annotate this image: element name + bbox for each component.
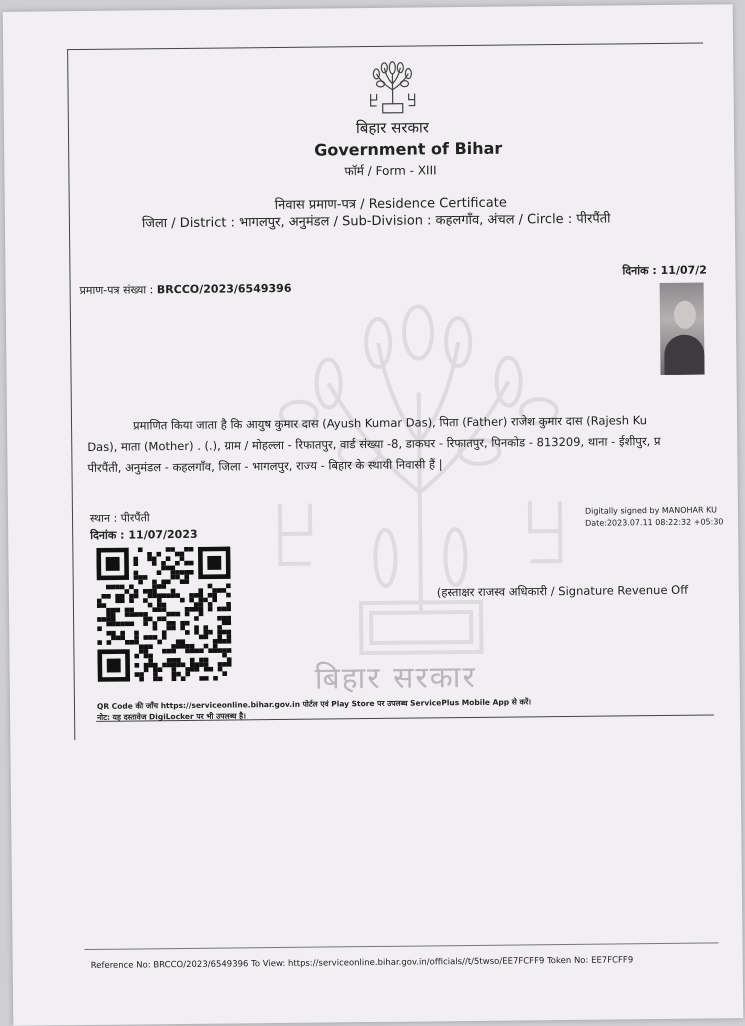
qr-code <box>96 546 231 681</box>
photo-face <box>674 301 696 329</box>
signature-label <box>437 583 688 601</box>
digital-signature <box>585 504 724 529</box>
certificate-title: निवास प्रमाण-पत्र / Residence Certificate <box>275 193 507 213</box>
applicant-photo <box>660 283 705 375</box>
bihar-emblem-icon <box>366 60 419 117</box>
state-name-hindi: बिहार सरकार <box>356 117 429 138</box>
digital-signature-line-2: Date:2023.07.11 08:22:32 +05:30 <box>585 516 724 529</box>
issue-place: स्थान : पीरपैंती <box>90 510 150 526</box>
certificate-body <box>87 409 710 479</box>
certificate-page <box>3 4 744 1026</box>
certificate-number-value: BRCCO/2023/6549396 <box>157 282 292 296</box>
footer-reference: Reference No: BRCCO/2023/6549396 To View: https://serviceonline.bihar.gov.in/officials//t/5twso/EE7FCFF9 Token No: EE7FCFF9 <box>91 955 634 971</box>
certificate-number-label: प्रमाण-पत्र संख्या : <box>80 283 157 297</box>
photo-body <box>664 335 704 375</box>
issue-date: दिनांक : 11/07/2023 <box>90 527 198 543</box>
signature-label-text: (हस्ताक्षर राजस्व अधिकारी / Signature Revenue Off <box>437 583 688 600</box>
body-line-1: प्रमाणित किया जाता है कि आयुष कुमार दास (Ayush Kumar Das), पिता (Father) राजेश कुमार दास (Rajesh Ku <box>87 409 709 437</box>
state-name-english: Government of Bihar <box>314 139 502 160</box>
qr-note <box>97 696 531 723</box>
certificate-date-top: दिनांक : 11/07/2 <box>622 262 707 278</box>
digital-signature-line-1: Digitally signed by MANOHAR KU <box>585 504 724 517</box>
body-line-3: पीरपैंती, अनुमंडल - कहलगाँव, जिला - भागलपुर, राज्य - बिहार के स्थायी निवासी हैं | <box>87 451 709 479</box>
footer-rule <box>85 942 719 950</box>
form-number: फॉर्म / Form - XIII <box>344 161 436 179</box>
qr-note-line-2: नोट: यह दस्तावेज DigiLocker पर भी उपलब्ध है। <box>97 707 531 723</box>
watermark-emblem-icon <box>268 301 572 704</box>
body-line-2: Das), माता (Mother) . (.), ग्राम / मोहल्ला - रिफातपुर, वार्ड संख्या -8, डाकघर - रिफातपुर, पिनकोड - 813209, थाना - ईशीपुर, प्र <box>87 430 709 458</box>
qr-note-line-1: QR Code की जाँच https://serviceonline.bihar.gov.in पोर्टल एवं Play Store पर उपलब्ध ServicePlus Mobile App से करें। <box>97 696 531 712</box>
watermark-text: बिहार सरकार <box>314 655 476 698</box>
location-line: जिला / District : भागलपुर, अनुमंडल / Sub-Division : कहलगाँव, अंचल / Circle : पीरपैंती <box>142 208 611 231</box>
certificate-number <box>80 281 292 298</box>
